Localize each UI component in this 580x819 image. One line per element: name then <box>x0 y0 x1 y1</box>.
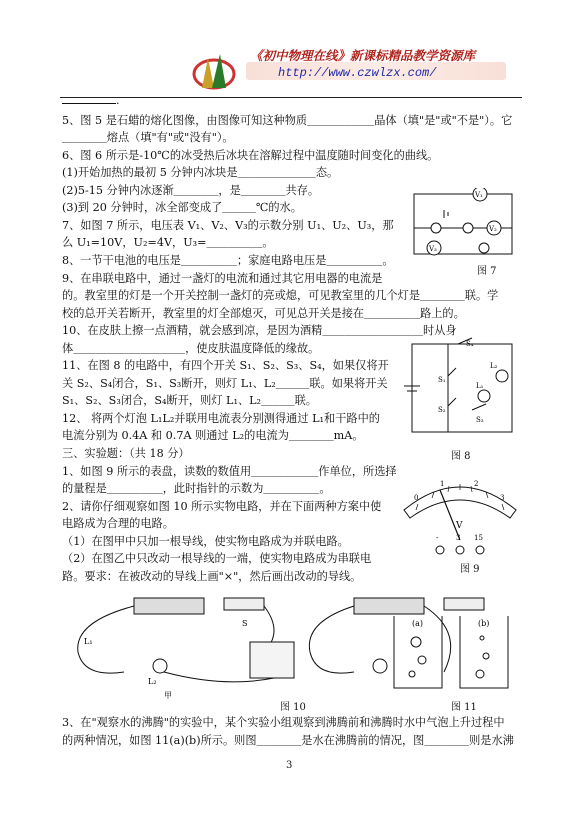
dial-label-0: 0 <box>414 494 419 502</box>
fig10-jia: 甲 <box>164 691 172 700</box>
fig11-b: (b) <box>478 619 490 628</box>
text-line: (2)5-15 分钟内冰逐渐＿＿＿＿，是＿＿＿＿共存。 <box>62 184 320 197</box>
page-number: 3 <box>286 760 293 771</box>
text-line: 路。要求：在被改动的导线上画"×"，然后画出改动的导线。 <box>62 570 362 583</box>
text-line: (3)到 20 分钟时，冰全部变成了＿＿＿℃的水。 <box>62 201 302 214</box>
figure-8-caption: 图 8 <box>451 451 471 462</box>
site-header <box>60 44 520 102</box>
fig8-l1: L₁ <box>476 382 484 390</box>
fig8-s1: S₁ <box>438 376 446 384</box>
fig8-s4: S₄ <box>466 340 474 348</box>
figure-11-beakers <box>386 612 516 694</box>
text-line: ＿＿＿＿熔点（填"有"或"没有"）。 <box>62 131 234 144</box>
site-logo-icon <box>188 48 240 92</box>
text-line: （2）在图乙中只改动一根导线的一端，使实物电路成为串联电 <box>62 552 372 565</box>
dial-label-3: 3 <box>500 494 505 502</box>
fig11-a: (a) <box>412 619 424 628</box>
terminal-minus: - <box>436 534 439 542</box>
terminal-15: 15 <box>474 534 483 542</box>
figure-9-meter-dial <box>396 470 524 566</box>
underline-fragment: . <box>62 92 120 108</box>
text-line: 关 S₂、S₄闭合，S₁、S₃断开，则灯 L₁、L₂＿＿＿联。如果将开关 <box>62 377 388 390</box>
fig10-l2: L₂ <box>148 677 157 686</box>
text-line: 校的总开关若断开，教室里的灯全部熄灭，可见总开关是接在＿＿＿＿＿路上的。 <box>62 307 465 320</box>
meter-v1-label: V₁ <box>475 191 483 199</box>
text-line: 体＿＿＿＿＿＿＿＿＿＿，使皮肤温度降低的缘故。 <box>62 342 320 355</box>
text-line: 9、在串联电路中，通过一盏灯的电流和通过其它用电器的电流是 <box>62 272 383 285</box>
meter-v3-label: V₃ <box>429 245 437 253</box>
text-line: 电路成为合理的电路。 <box>62 517 174 530</box>
figure-11-caption: 图 11 <box>451 702 477 713</box>
text-line: 10、在皮肤上擦一点酒精，就会感到凉，是因为酒精＿＿＿＿＿＿＿＿＿时从身 <box>62 324 457 337</box>
meter-v2-label: V₂ <box>489 225 497 233</box>
text-line: (1)开始加热的最初 5 分钟内冰块是＿＿＿＿＿＿＿态。 <box>62 166 339 179</box>
text-line: 6、图 6 所示是-10℃的冰受热后冰块在溶解过程中温度随时间变化的曲线。 <box>62 149 439 162</box>
fig8-s3: S₃ <box>476 416 484 424</box>
text-line: 的量程是＿＿＿＿＿，此时指针的示数为＿＿＿＿＿。 <box>62 482 331 495</box>
text-line: 8、一节干电池的电压是＿＿＿＿＿；家庭电路电压是＿＿＿＿＿。 <box>62 254 394 267</box>
text-line: 12、 将两个灯泡 L₁L₂并联用电流表分别测得通过 L₁和干路中的 <box>62 412 380 425</box>
figure-9-caption: 图 9 <box>460 564 480 575</box>
text-line: 7、如图 7 所示，电压表 V₁、V₂、V₃的示数分别 U₁、U₂、U₃，那 <box>62 219 394 232</box>
terminal-3: 3 <box>456 534 461 542</box>
site-title: 《初中物理在线》新课标精品教学资源库 <box>250 48 476 63</box>
dial-label-1: 1 <box>440 480 445 488</box>
header-rule <box>60 97 522 98</box>
section-heading: 三、实验题：（共 18 分） <box>62 447 190 460</box>
text-line: 1、如图 9 所示的表盘，读数的数值用＿＿＿＿＿＿作单位，所选择 <box>62 465 397 478</box>
fig8-l2: L₂ <box>490 362 498 370</box>
text-line: 5、图 5 是石蜡的熔化图像，由图像可知这种物质＿＿＿＿＿＿晶体（填"是"或"不是"）。它 <box>62 114 513 127</box>
text-line: 的。教室里的灯是一个开关控制一盏灯的亮或熄，可见教室里的几个灯是＿＿＿＿联。学 <box>62 289 499 302</box>
fig10-switch-s: S <box>242 619 248 628</box>
figure-10-caption: 图 10 <box>280 702 306 713</box>
figure-7-circuit <box>408 188 518 268</box>
site-url[interactable]: http://www.czwlzx.com/ <box>278 66 437 80</box>
figure-7-caption: 图 7 <box>477 266 497 277</box>
text-line: 2、请你仔细观察如图 10 所示实物电路，并在下面两种方案中使 <box>62 500 382 513</box>
text-line: 电流分别为 0.4A 和 0.7A 则通过 L₂的电流为＿＿＿＿mA。 <box>62 429 364 442</box>
figure-8-circuit <box>398 336 520 440</box>
text-line: 的两种情况，如图 11(a)(b)所示。则图＿＿＿＿是水在沸腾前的情况，图＿＿＿＿则是水沸 <box>62 734 514 747</box>
fig10-l1: L₁ <box>84 637 93 646</box>
text-line: 么 U₁=10V，U₂=4V，U₃=＿＿＿＿＿。 <box>62 236 274 249</box>
text-line: （1）在图甲中只加一根导线，使实物电路成为并联电路。 <box>62 535 349 548</box>
fig8-s2: S₂ <box>438 406 446 414</box>
dial-label-2: 2 <box>474 480 479 488</box>
dial-unit: V <box>456 521 463 531</box>
text-line: 11、在图 8 的电路中，有四个开关 S₁、S₂、S₃、S₄，如果仅将开 <box>62 359 389 372</box>
text-line: 3、在"观察水的沸腾"的实验中，某个实验小组观察到沸腾前和沸腾时水中气泡上升过程中 <box>62 716 505 729</box>
text-line: S₁、S₂、S₃闭合，S₄断开，则灯 L₁、L₂＿＿＿联。 <box>62 394 317 407</box>
